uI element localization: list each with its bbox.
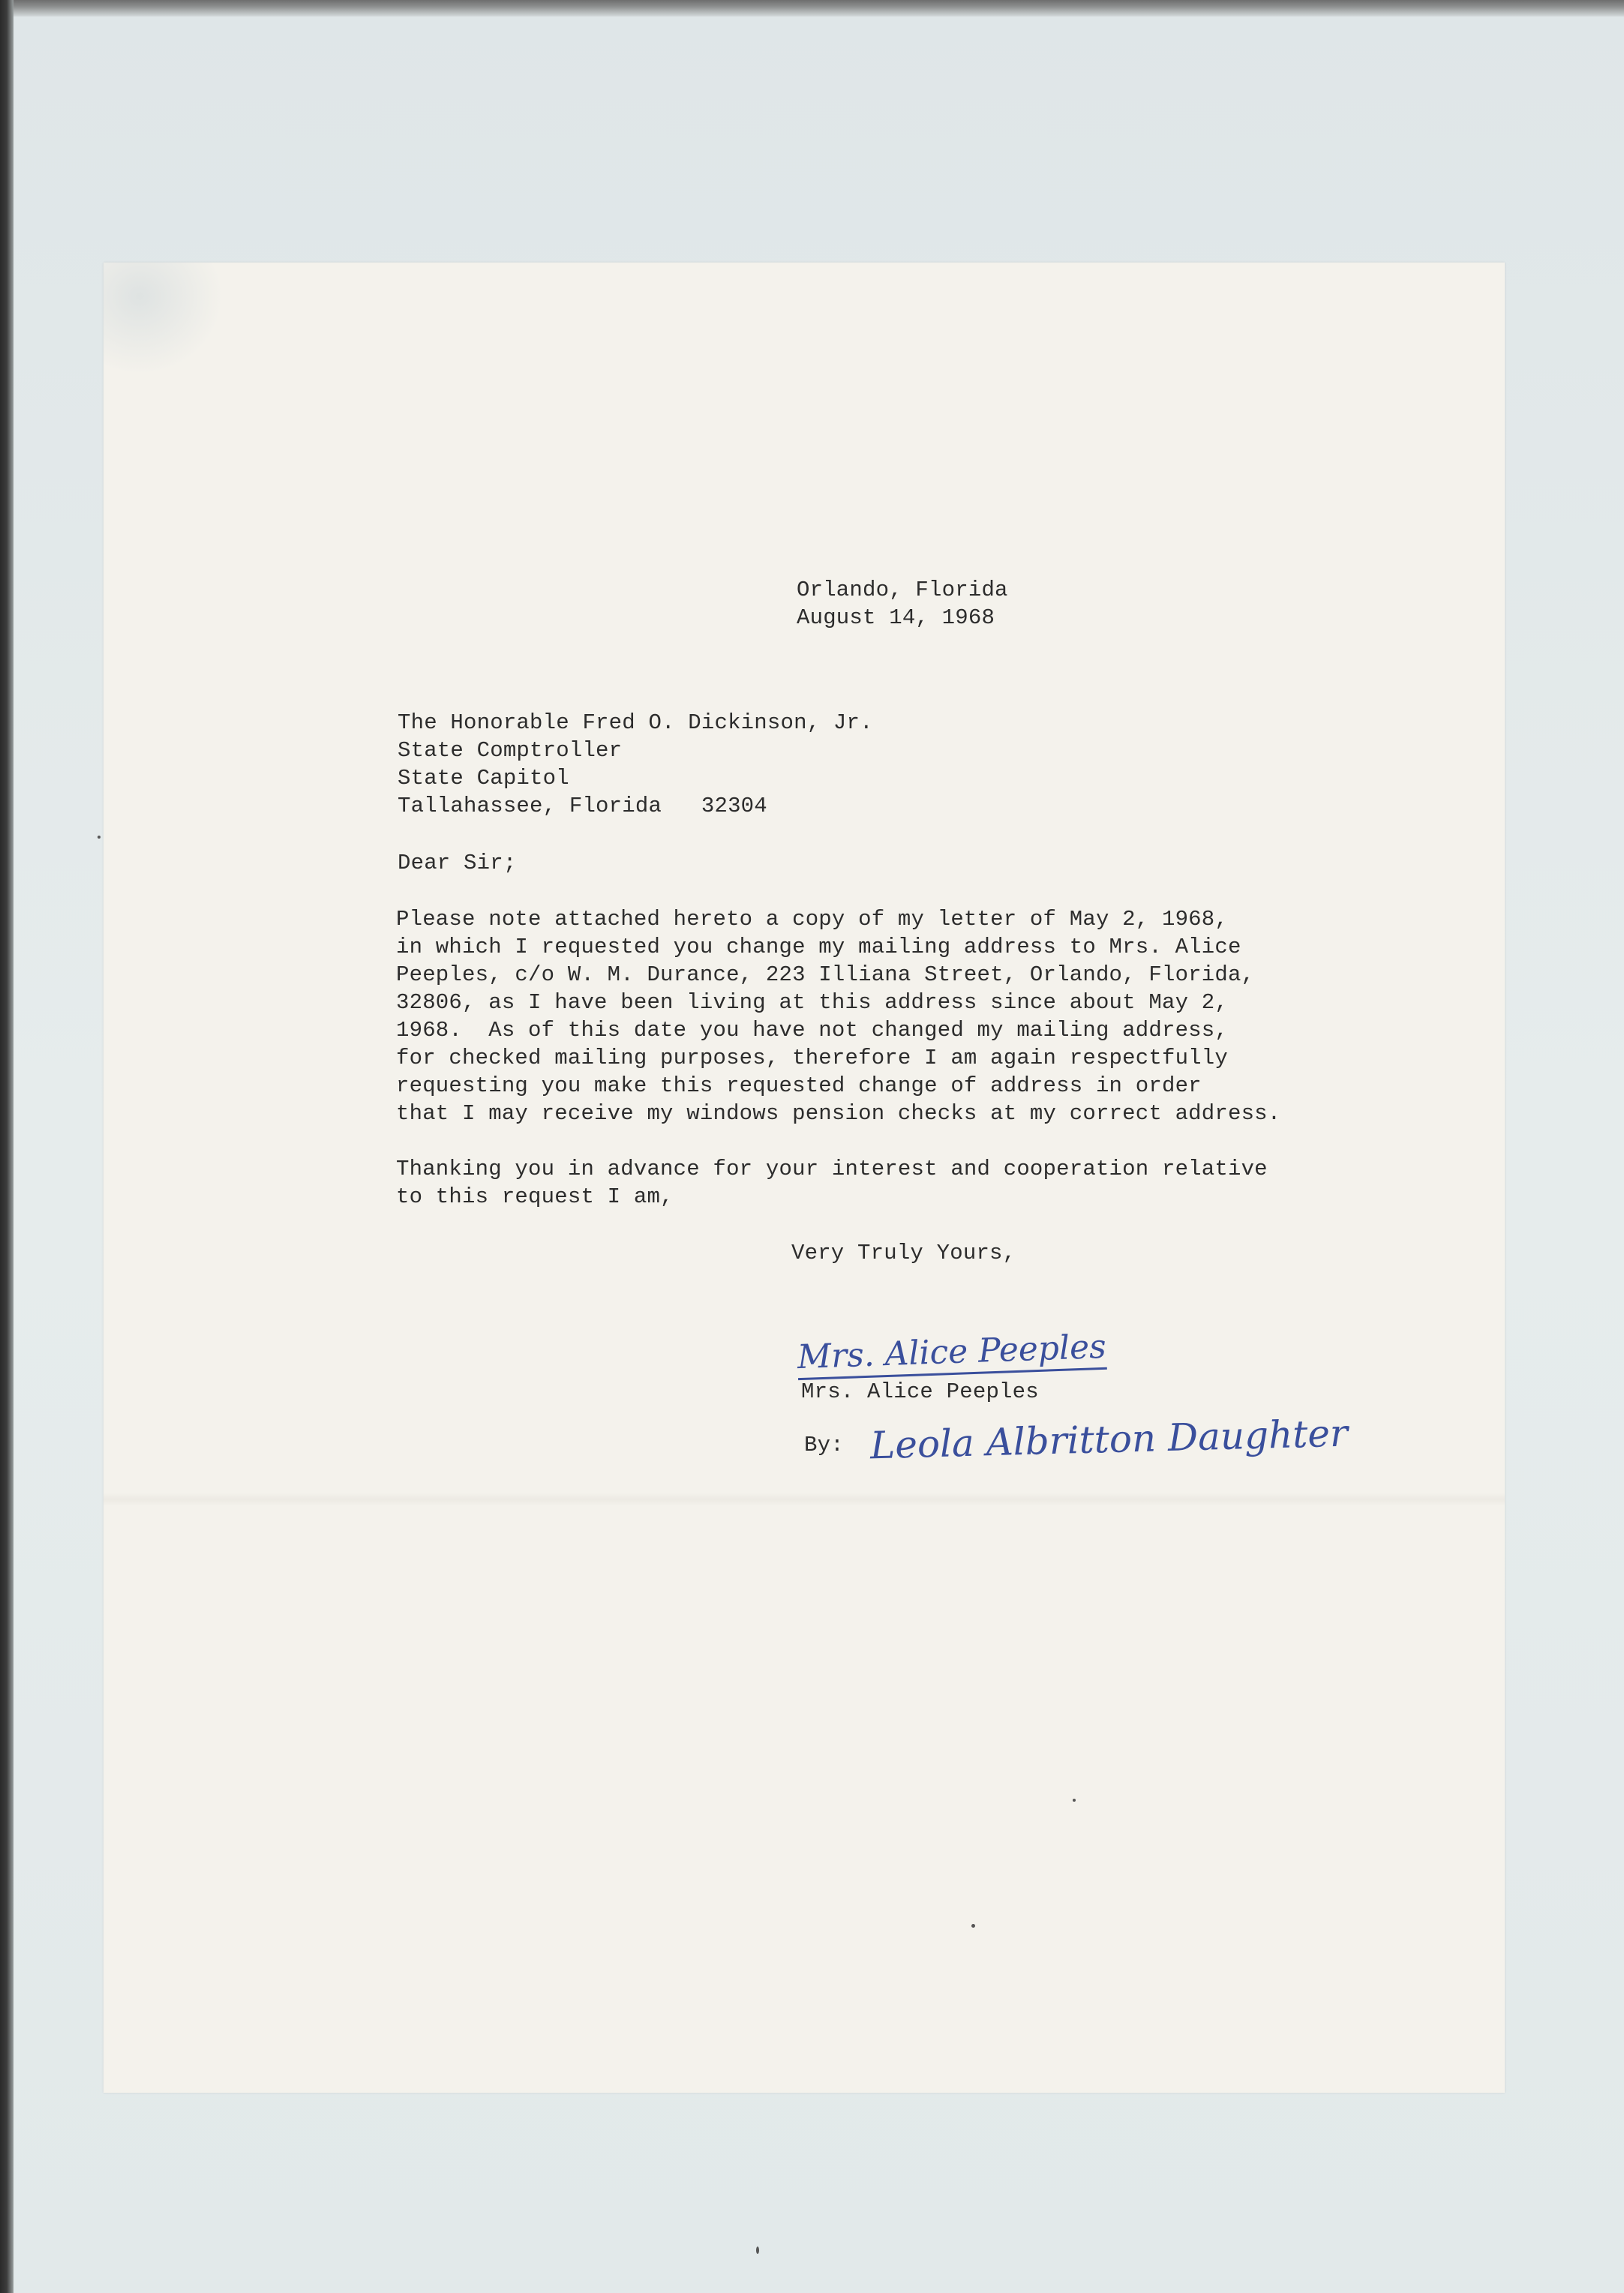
letter-date: August 14, 1968 <box>797 605 995 630</box>
letter-place: Orlando, Florida <box>797 578 1008 602</box>
paper-corner-wear <box>104 263 224 375</box>
recipient-line: State Capitol <box>398 766 569 791</box>
recipient-line: State Comptroller <box>398 738 623 763</box>
body-line: requesting you make this requested change of address in order <box>396 1073 1202 1098</box>
body-line: Thanking you in advance for your interest and cooperation relative <box>396 1157 1268 1181</box>
body-line: Peeples, c/o W. M. Durance, 223 Illiana Street, Orlando, Florida, <box>396 962 1255 987</box>
by-label: By: <box>804 1433 844 1457</box>
scan-top-edge <box>0 0 1624 17</box>
handwritten-signature: Mrs. Alice Peeples <box>797 1328 1107 1380</box>
paper-speck <box>1073 1799 1076 1802</box>
body-line: to this request I am, <box>396 1184 674 1209</box>
paper-fold-line <box>104 1493 1505 1506</box>
body-line: in which I requested you change my mailing address to Mrs. Alice <box>396 935 1241 959</box>
salutation: Dear Sir; <box>398 851 517 875</box>
letter-heading <box>797 576 1008 632</box>
scan-left-edge <box>0 0 14 2293</box>
complimentary-close: Very Truly Yours, <box>791 1241 1016 1265</box>
body-paragraph <box>396 905 1280 1127</box>
body-line: 1968. As of this date you have not changed my mailing address, <box>396 1018 1228 1043</box>
body-line: that I may receive my windows pension checks at my correct address. <box>396 1101 1281 1126</box>
recipient-address <box>398 709 873 820</box>
typed-signer-name: Mrs. Alice Peeples <box>801 1379 1039 1404</box>
body-line: for checked mailing purposes, therefore I am again respectfully <box>396 1046 1228 1070</box>
paper-speck <box>971 1924 975 1928</box>
paper-speck <box>756 2246 759 2254</box>
body-line: 32806, as I have been living at this address since about May 2, <box>396 990 1228 1015</box>
proxy-handwritten-signature: Leola Albritton Daughter <box>869 1411 1349 1468</box>
closing-paragraph <box>396 1155 1268 1211</box>
recipient-line: Tallahassee, Florida 32304 <box>398 794 767 818</box>
body-line: Please note attached hereto a copy of my letter of May 2, 1968, <box>396 907 1228 932</box>
recipient-line: The Honorable Fred O. Dickinson, Jr. <box>398 710 873 735</box>
paper-speck <box>98 836 101 839</box>
